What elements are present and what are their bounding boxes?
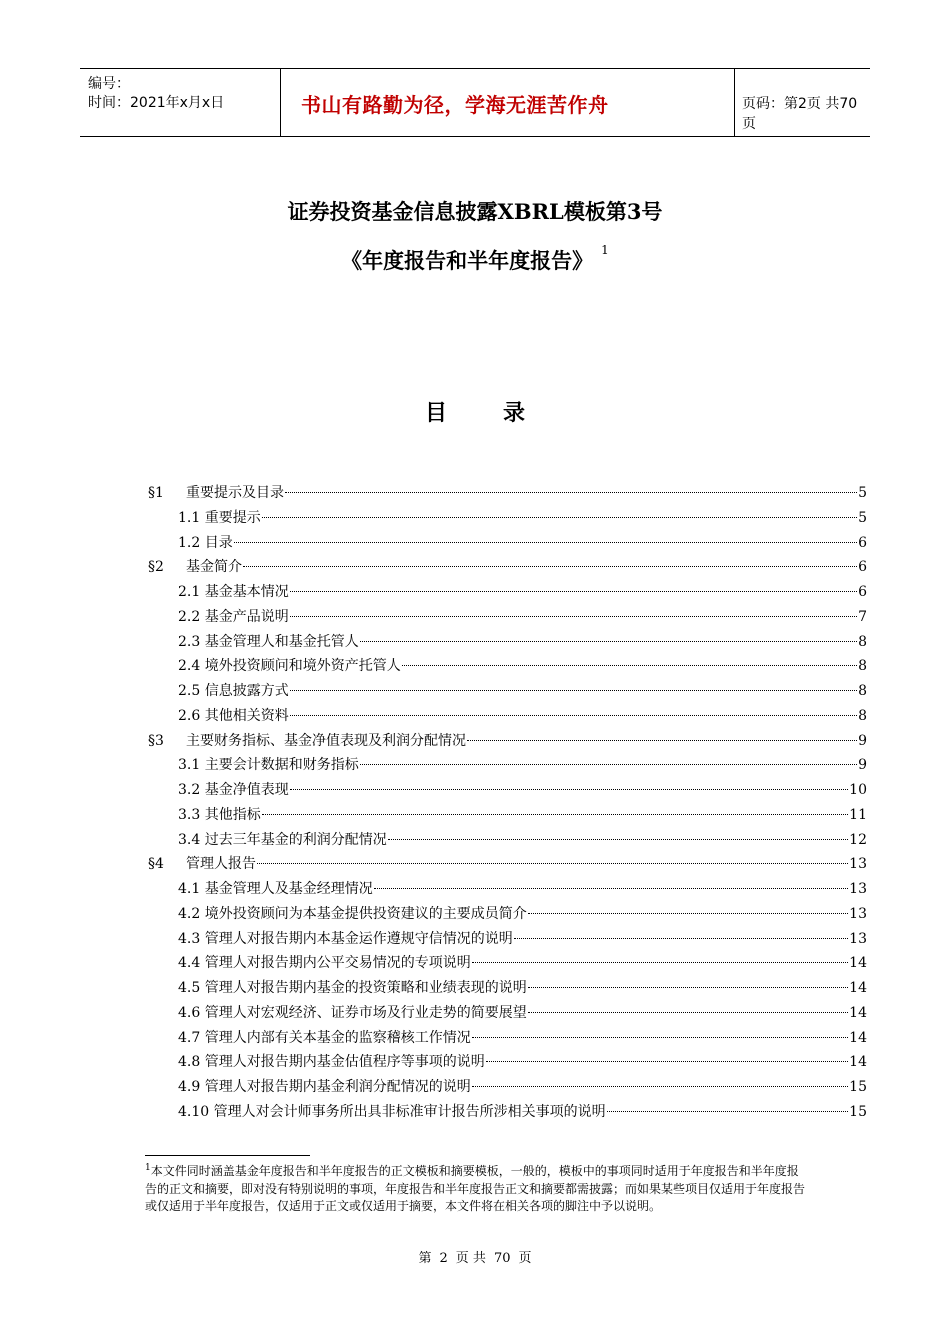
header-page-info: 页码：第2页 共70页 bbox=[742, 96, 858, 132]
toc-heading-char-2: 录 bbox=[503, 400, 526, 426]
toc-leader-dots bbox=[472, 1037, 848, 1038]
toc-entry-label bbox=[178, 753, 359, 778]
toc-leader-dots bbox=[388, 839, 848, 840]
toc-section-entry[interactable] bbox=[148, 481, 867, 506]
toc-subsection-entry[interactable] bbox=[148, 1001, 867, 1026]
document-title: 证券投资基金信息披露XBRL模板第3号 bbox=[287, 199, 663, 224]
toc-leader-dots bbox=[262, 517, 857, 518]
toc-entry-text: 管理人对报告期内公平交易情况的专项说明 bbox=[204, 955, 471, 972]
toc-entry-label bbox=[178, 951, 471, 976]
toc-entry-number: §2 bbox=[148, 559, 164, 576]
toc-entry-text: 信息披露方式 bbox=[204, 683, 289, 699]
toc-entry-number: 2.6 bbox=[178, 707, 201, 724]
toc-leader-dots bbox=[234, 542, 857, 543]
toc-entry-label bbox=[178, 654, 401, 679]
toc-leader-dots bbox=[528, 987, 848, 988]
toc-entry-label bbox=[178, 679, 289, 704]
toc-entry-text: 境外投资顾问和境外资产托管人 bbox=[204, 658, 401, 675]
toc-subsection-entry[interactable] bbox=[148, 679, 867, 704]
document-subtitle bbox=[0, 245, 950, 275]
toc-entry-number: 4.1 bbox=[178, 881, 201, 897]
toc-entry-label bbox=[178, 803, 261, 828]
toc-page-number: 11 bbox=[849, 806, 867, 823]
toc-entry-number: §1 bbox=[148, 485, 164, 501]
time-label: 时间：2021年x月x日 bbox=[88, 95, 225, 111]
toc-entry-number: 4.9 bbox=[178, 1079, 201, 1095]
toc-subsection-entry[interactable] bbox=[148, 1050, 867, 1075]
toc-page-number: 14 bbox=[849, 1054, 867, 1071]
toc-page-number: 7 bbox=[858, 608, 867, 625]
toc-subsection-entry[interactable] bbox=[148, 580, 867, 605]
toc-page-number: 14 bbox=[849, 1029, 867, 1046]
toc-subsection-entry[interactable] bbox=[148, 927, 867, 952]
toc-leader-dots bbox=[243, 566, 857, 567]
serial-label: 编号： bbox=[88, 76, 130, 92]
toc-entry-number: 4.7 bbox=[178, 1029, 201, 1046]
toc-entry-text: 基金简介 bbox=[186, 559, 242, 576]
footer-mid: 页 共 bbox=[455, 1251, 486, 1266]
table-of-contents bbox=[148, 481, 867, 1125]
toc-entry-number: 2.2 bbox=[178, 608, 201, 625]
toc-entry-text: 其他相关资料 bbox=[204, 707, 289, 724]
motto-text: 书山有路勤为径，学海无涯苦作舟 bbox=[301, 93, 609, 117]
toc-subsection-entry[interactable] bbox=[148, 654, 867, 679]
toc-subsection-entry[interactable] bbox=[148, 902, 867, 927]
toc-section-entry[interactable] bbox=[148, 729, 867, 754]
footnote-divider bbox=[145, 1155, 310, 1156]
footnote-mark: 1 bbox=[145, 1163, 151, 1173]
toc-entry-label bbox=[178, 1001, 527, 1026]
toc-leader-dots bbox=[472, 962, 848, 963]
toc-entry-number: 2.1 bbox=[178, 584, 201, 600]
toc-entry-number: §4 bbox=[148, 856, 164, 873]
toc-subsection-entry[interactable] bbox=[148, 1075, 867, 1100]
page-header bbox=[80, 68, 870, 137]
toc-entry-label bbox=[178, 531, 233, 556]
toc-subsection-entry[interactable] bbox=[148, 704, 867, 729]
toc-leader-dots bbox=[290, 789, 848, 790]
toc-entry-text: 管理人对报告期内基金的投资策略和业绩表现的说明 bbox=[204, 980, 527, 996]
toc-entry-number: 3.1 bbox=[178, 757, 201, 774]
toc-page-number: 6 bbox=[858, 534, 867, 551]
toc-page-number: 8 bbox=[858, 683, 867, 699]
toc-entry-number: 2.3 bbox=[178, 633, 201, 650]
toc-page-number: 10 bbox=[849, 782, 867, 798]
toc-entry-number: 4.5 bbox=[178, 980, 201, 996]
toc-entry-number: 2.4 bbox=[178, 658, 201, 675]
toc-leader-dots bbox=[486, 1061, 848, 1062]
toc-page-number: 14 bbox=[849, 1004, 867, 1021]
toc-entry-text: 境外投资顾问为本基金提供投资建议的主要成员简介 bbox=[204, 905, 527, 922]
toc-leader-dots bbox=[290, 616, 857, 617]
toc-page-number: 6 bbox=[858, 559, 867, 576]
toc-entry-label bbox=[178, 778, 289, 803]
toc-entry-label bbox=[148, 555, 242, 580]
toc-section-entry[interactable] bbox=[148, 555, 867, 580]
toc-entry-label bbox=[178, 902, 527, 927]
toc-entry-number: 2.5 bbox=[178, 683, 201, 699]
toc-page-number: 13 bbox=[849, 905, 867, 922]
toc-subsection-entry[interactable] bbox=[148, 951, 867, 976]
toc-leader-dots bbox=[528, 913, 848, 914]
page-footer bbox=[0, 1247, 950, 1266]
toc-subsection-entry[interactable] bbox=[148, 1026, 867, 1051]
toc-entry-number: 4.3 bbox=[178, 930, 201, 947]
toc-entry-text: 管理人内部有关本基金的监察稽核工作情况 bbox=[204, 1029, 471, 1046]
toc-entry-label bbox=[178, 605, 289, 630]
toc-entry-label bbox=[178, 877, 373, 902]
toc-entry-text: 管理人对报告期内基金利润分配情况的说明 bbox=[204, 1079, 471, 1095]
toc-entry-number: 1.2 bbox=[178, 534, 201, 551]
toc-heading bbox=[0, 396, 950, 427]
toc-entry-number: 4.2 bbox=[178, 905, 201, 922]
toc-entry-number: 3.2 bbox=[178, 782, 201, 798]
toc-entry-label bbox=[178, 1026, 471, 1051]
toc-entry-text: 管理人对宏观经济、证券市场及行业走势的简要展望 bbox=[204, 1004, 527, 1021]
footnote-reference[interactable]: 1 bbox=[601, 243, 609, 257]
toc-leader-dots bbox=[467, 740, 857, 741]
toc-entry-label bbox=[178, 828, 387, 853]
toc-entry-text: 管理人对报告期内基金估值程序等事项的说明 bbox=[204, 1054, 485, 1071]
toc-entry-text: 管理人报告 bbox=[186, 856, 256, 873]
toc-page-number: 8 bbox=[858, 707, 867, 724]
toc-page-number: 14 bbox=[849, 980, 867, 996]
toc-entry-label bbox=[178, 927, 513, 952]
toc-leader-dots bbox=[262, 814, 848, 815]
toc-entry-text: 目录 bbox=[204, 534, 233, 551]
toc-entry-number: 3.4 bbox=[178, 831, 201, 848]
toc-entry-label bbox=[178, 1100, 606, 1125]
toc-entry-text: 主要财务指标、基金净值表现及利润分配情况 bbox=[186, 732, 466, 749]
toc-page-number: 9 bbox=[858, 732, 867, 749]
toc-subsection-entry[interactable] bbox=[148, 753, 867, 778]
toc-entry-label bbox=[178, 1050, 485, 1075]
header-meta bbox=[88, 75, 280, 113]
toc-entry-number: 3.3 bbox=[178, 806, 201, 823]
header-motto-cell bbox=[280, 69, 735, 136]
footer-current-page: 2 bbox=[439, 1251, 448, 1266]
footer-suffix: 页 bbox=[518, 1251, 532, 1266]
toc-subsection-entry[interactable] bbox=[148, 803, 867, 828]
toc-leader-dots bbox=[528, 1012, 848, 1013]
toc-subsection-entry[interactable] bbox=[148, 531, 867, 556]
toc-subsection-entry[interactable] bbox=[148, 828, 867, 853]
toc-entry-text: 过去三年基金的利润分配情况 bbox=[204, 831, 387, 848]
toc-entry-label bbox=[178, 580, 289, 605]
toc-entry-number: 1.1 bbox=[178, 509, 201, 526]
toc-leader-dots bbox=[472, 1086, 848, 1087]
toc-entry-number: 4.6 bbox=[178, 1004, 201, 1021]
toc-entry-label bbox=[148, 729, 466, 754]
toc-entry-label bbox=[178, 704, 289, 729]
toc-page-number: 5 bbox=[858, 509, 867, 526]
footnote-text: 本文件同时涵盖基金年度报告和半年度报告的正文模板和摘要模板，一般的，模板中的事项同时适用于年度报告和半年度报告的正文和摘要，即对没有特别说明的事项，年度报告和半年度报告正文和摘要都需披露；而如果某些项目仅适用于年度报告或仅适用于半年度报告，仅适用于正文或仅适用于摘要，本文件将在相关各项的脚注中予以说明。 bbox=[145, 1164, 806, 1213]
toc-page-number: 9 bbox=[858, 757, 867, 774]
toc-leader-dots bbox=[607, 1111, 849, 1112]
toc-subsection-entry[interactable] bbox=[148, 630, 867, 655]
toc-entry-label bbox=[178, 630, 359, 655]
toc-page-number: 8 bbox=[858, 658, 867, 675]
toc-leader-dots bbox=[402, 665, 857, 666]
toc-entry-label bbox=[178, 976, 527, 1001]
toc-entry-label bbox=[178, 506, 261, 531]
toc-entry-text: 基金基本情况 bbox=[204, 584, 289, 600]
toc-subsection-entry[interactable] bbox=[148, 778, 867, 803]
toc-leader-dots bbox=[290, 591, 857, 592]
footnote bbox=[145, 1160, 810, 1216]
toc-leader-dots bbox=[360, 764, 857, 765]
toc-entry-number: 4.8 bbox=[178, 1054, 201, 1071]
toc-page-number: 6 bbox=[858, 584, 867, 600]
toc-page-number: 15 bbox=[849, 1079, 867, 1095]
toc-subsection-entry[interactable] bbox=[148, 605, 867, 630]
toc-entry-number: §3 bbox=[148, 732, 164, 749]
toc-page-number: 13 bbox=[849, 930, 867, 947]
toc-entry-text: 管理人对报告期内本基金运作遵规守信情况的说明 bbox=[204, 930, 513, 947]
toc-entry-number: 4.4 bbox=[178, 955, 201, 972]
toc-entry-text: 基金净值表现 bbox=[204, 782, 289, 798]
toc-entry-text: 重要提示 bbox=[204, 509, 261, 526]
toc-page-number: 12 bbox=[849, 831, 867, 848]
toc-page-number: 13 bbox=[849, 881, 867, 897]
toc-entry-number: 4.10 bbox=[178, 1103, 210, 1120]
subtitle-text: 《年度报告和半年度报告》 bbox=[341, 248, 594, 273]
toc-entry-label bbox=[148, 481, 284, 506]
toc-entry-label bbox=[178, 1075, 471, 1100]
toc-page-number: 14 bbox=[849, 955, 867, 972]
toc-entry-text: 基金管理人及基金经理情况 bbox=[204, 881, 373, 897]
toc-entry-text: 基金产品说明 bbox=[204, 608, 289, 625]
toc-leader-dots bbox=[257, 863, 848, 864]
toc-entry-text: 其他指标 bbox=[204, 806, 261, 823]
toc-heading-char-1: 目 bbox=[424, 400, 447, 426]
toc-entry-text: 重要提示及目录 bbox=[186, 485, 284, 501]
toc-leader-dots bbox=[514, 938, 848, 939]
toc-entry-label bbox=[148, 852, 256, 877]
footer-prefix: 第 bbox=[418, 1251, 432, 1266]
toc-leader-dots bbox=[290, 715, 857, 716]
toc-entry-text: 管理人对会计师事务所出具非标准审计报告所涉相关事项的说明 bbox=[213, 1103, 606, 1120]
toc-subsection-entry[interactable] bbox=[148, 877, 867, 902]
toc-page-number: 13 bbox=[849, 856, 867, 873]
toc-leader-dots bbox=[360, 641, 857, 642]
toc-subsection-entry[interactable] bbox=[148, 976, 867, 1001]
toc-page-number: 5 bbox=[858, 485, 867, 501]
toc-leader-dots bbox=[290, 690, 857, 691]
toc-page-number: 8 bbox=[858, 633, 867, 650]
toc-leader-dots bbox=[374, 888, 848, 889]
toc-subsection-entry[interactable] bbox=[148, 1100, 867, 1125]
toc-section-entry[interactable] bbox=[148, 852, 867, 877]
toc-entry-text: 主要会计数据和财务指标 bbox=[204, 757, 359, 774]
toc-leader-dots bbox=[285, 492, 857, 493]
footer-total-pages: 70 bbox=[493, 1251, 511, 1266]
toc-subsection-entry[interactable] bbox=[148, 506, 867, 531]
toc-page-number: 15 bbox=[849, 1103, 867, 1120]
toc-entry-text: 基金管理人和基金托管人 bbox=[204, 633, 359, 650]
